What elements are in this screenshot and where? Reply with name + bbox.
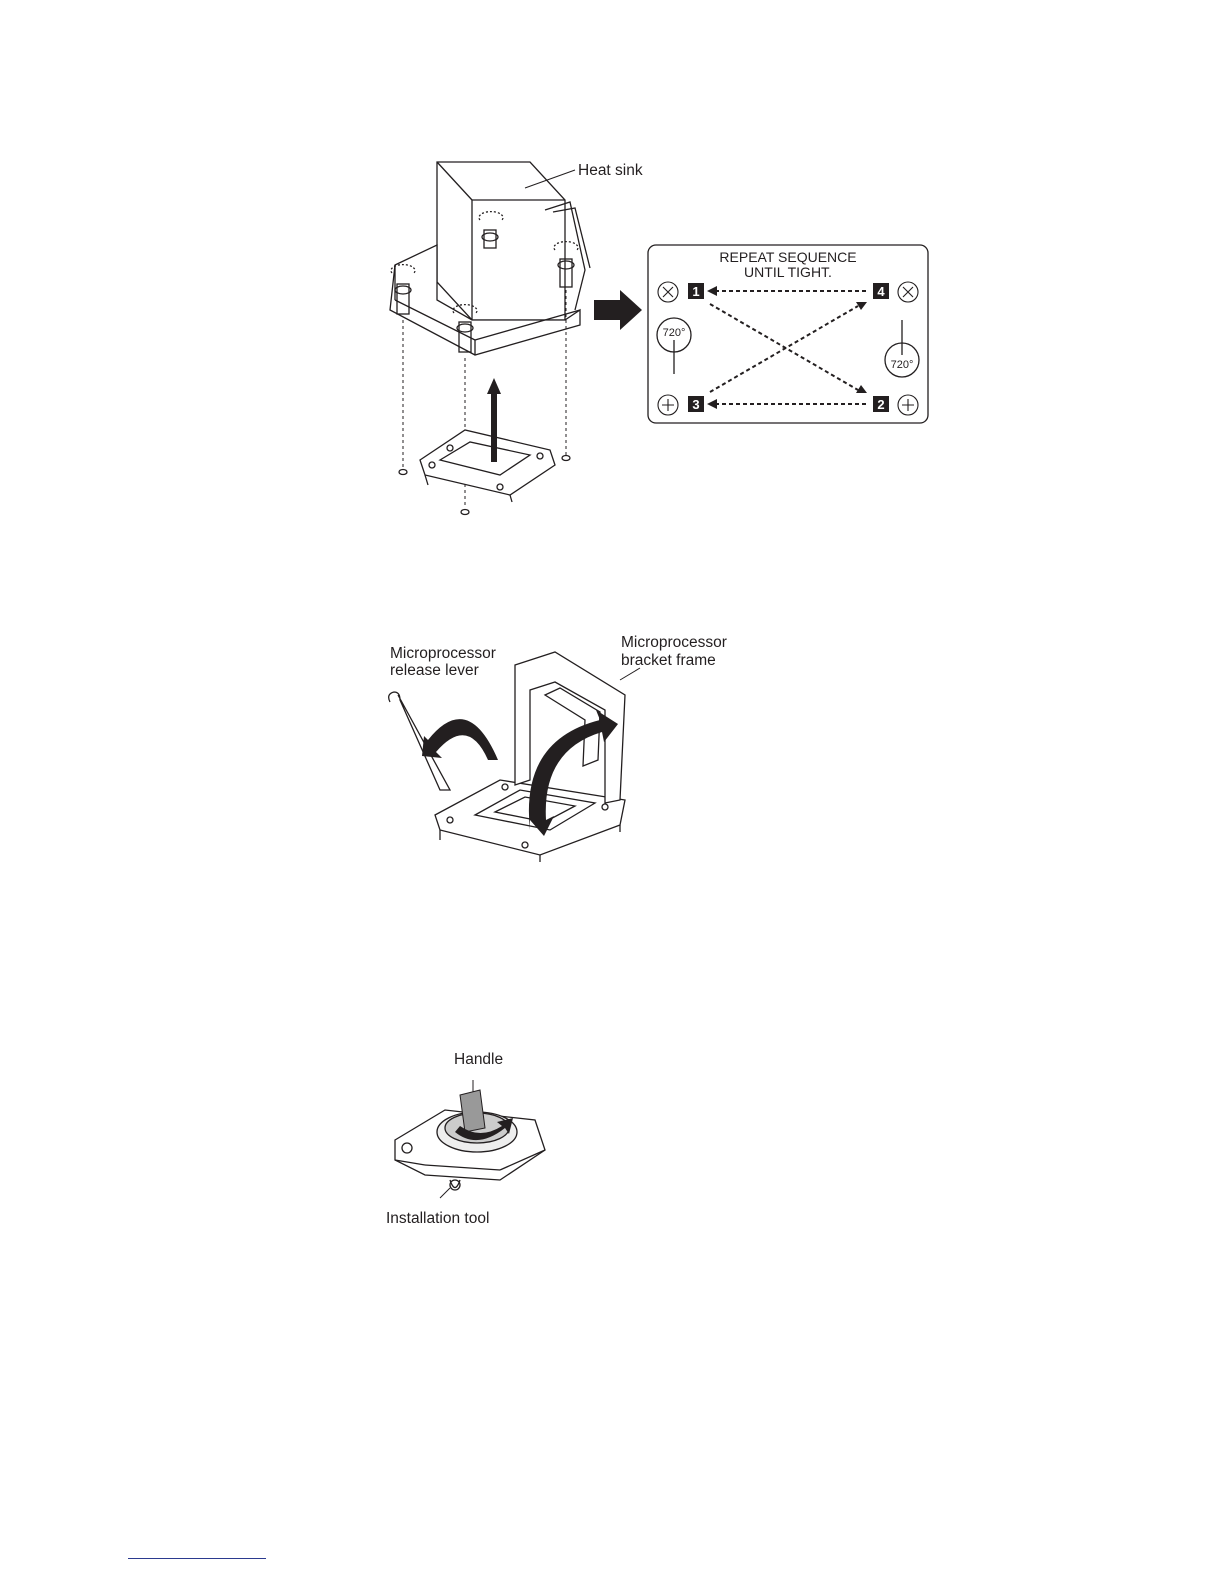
installation-tool-figure: [385, 1070, 555, 1210]
handle-grip: [460, 1090, 485, 1132]
installation-tool-illustration: [385, 1070, 555, 1210]
heat-sink-figure: [370, 150, 940, 530]
right-arrow: [594, 290, 642, 330]
handle-label: Handle: [454, 1051, 504, 1068]
sequence-title-line2: UNTIL TIGHT.: [744, 264, 832, 280]
installation-tool-label: Installation tool: [386, 1210, 490, 1227]
lever-rotate-arrow: [422, 719, 498, 760]
rotation-left-label: 720°: [662, 327, 686, 339]
footnote-rule: [128, 1558, 266, 1559]
release-lever-label-line1: Microprocessor: [390, 645, 496, 662]
bracket-frame-label-line2: bracket frame: [621, 652, 716, 669]
sequence-title-line1: REPEAT SEQUENCE: [719, 249, 857, 265]
heat-sink-label: Heat sink: [578, 162, 643, 179]
step-4: 4: [877, 284, 885, 299]
step-3: 3: [692, 397, 700, 412]
step-2: 2: [877, 397, 885, 412]
heat-sink-illustration: [370, 150, 940, 530]
tightening-sequence-panel: [648, 245, 928, 423]
bracket-frame-label-line1: Microprocessor: [621, 634, 727, 651]
step-1: 1: [692, 284, 700, 299]
release-lever-label-line2: release lever: [390, 662, 479, 679]
rotation-right-label: 720°: [890, 359, 914, 371]
